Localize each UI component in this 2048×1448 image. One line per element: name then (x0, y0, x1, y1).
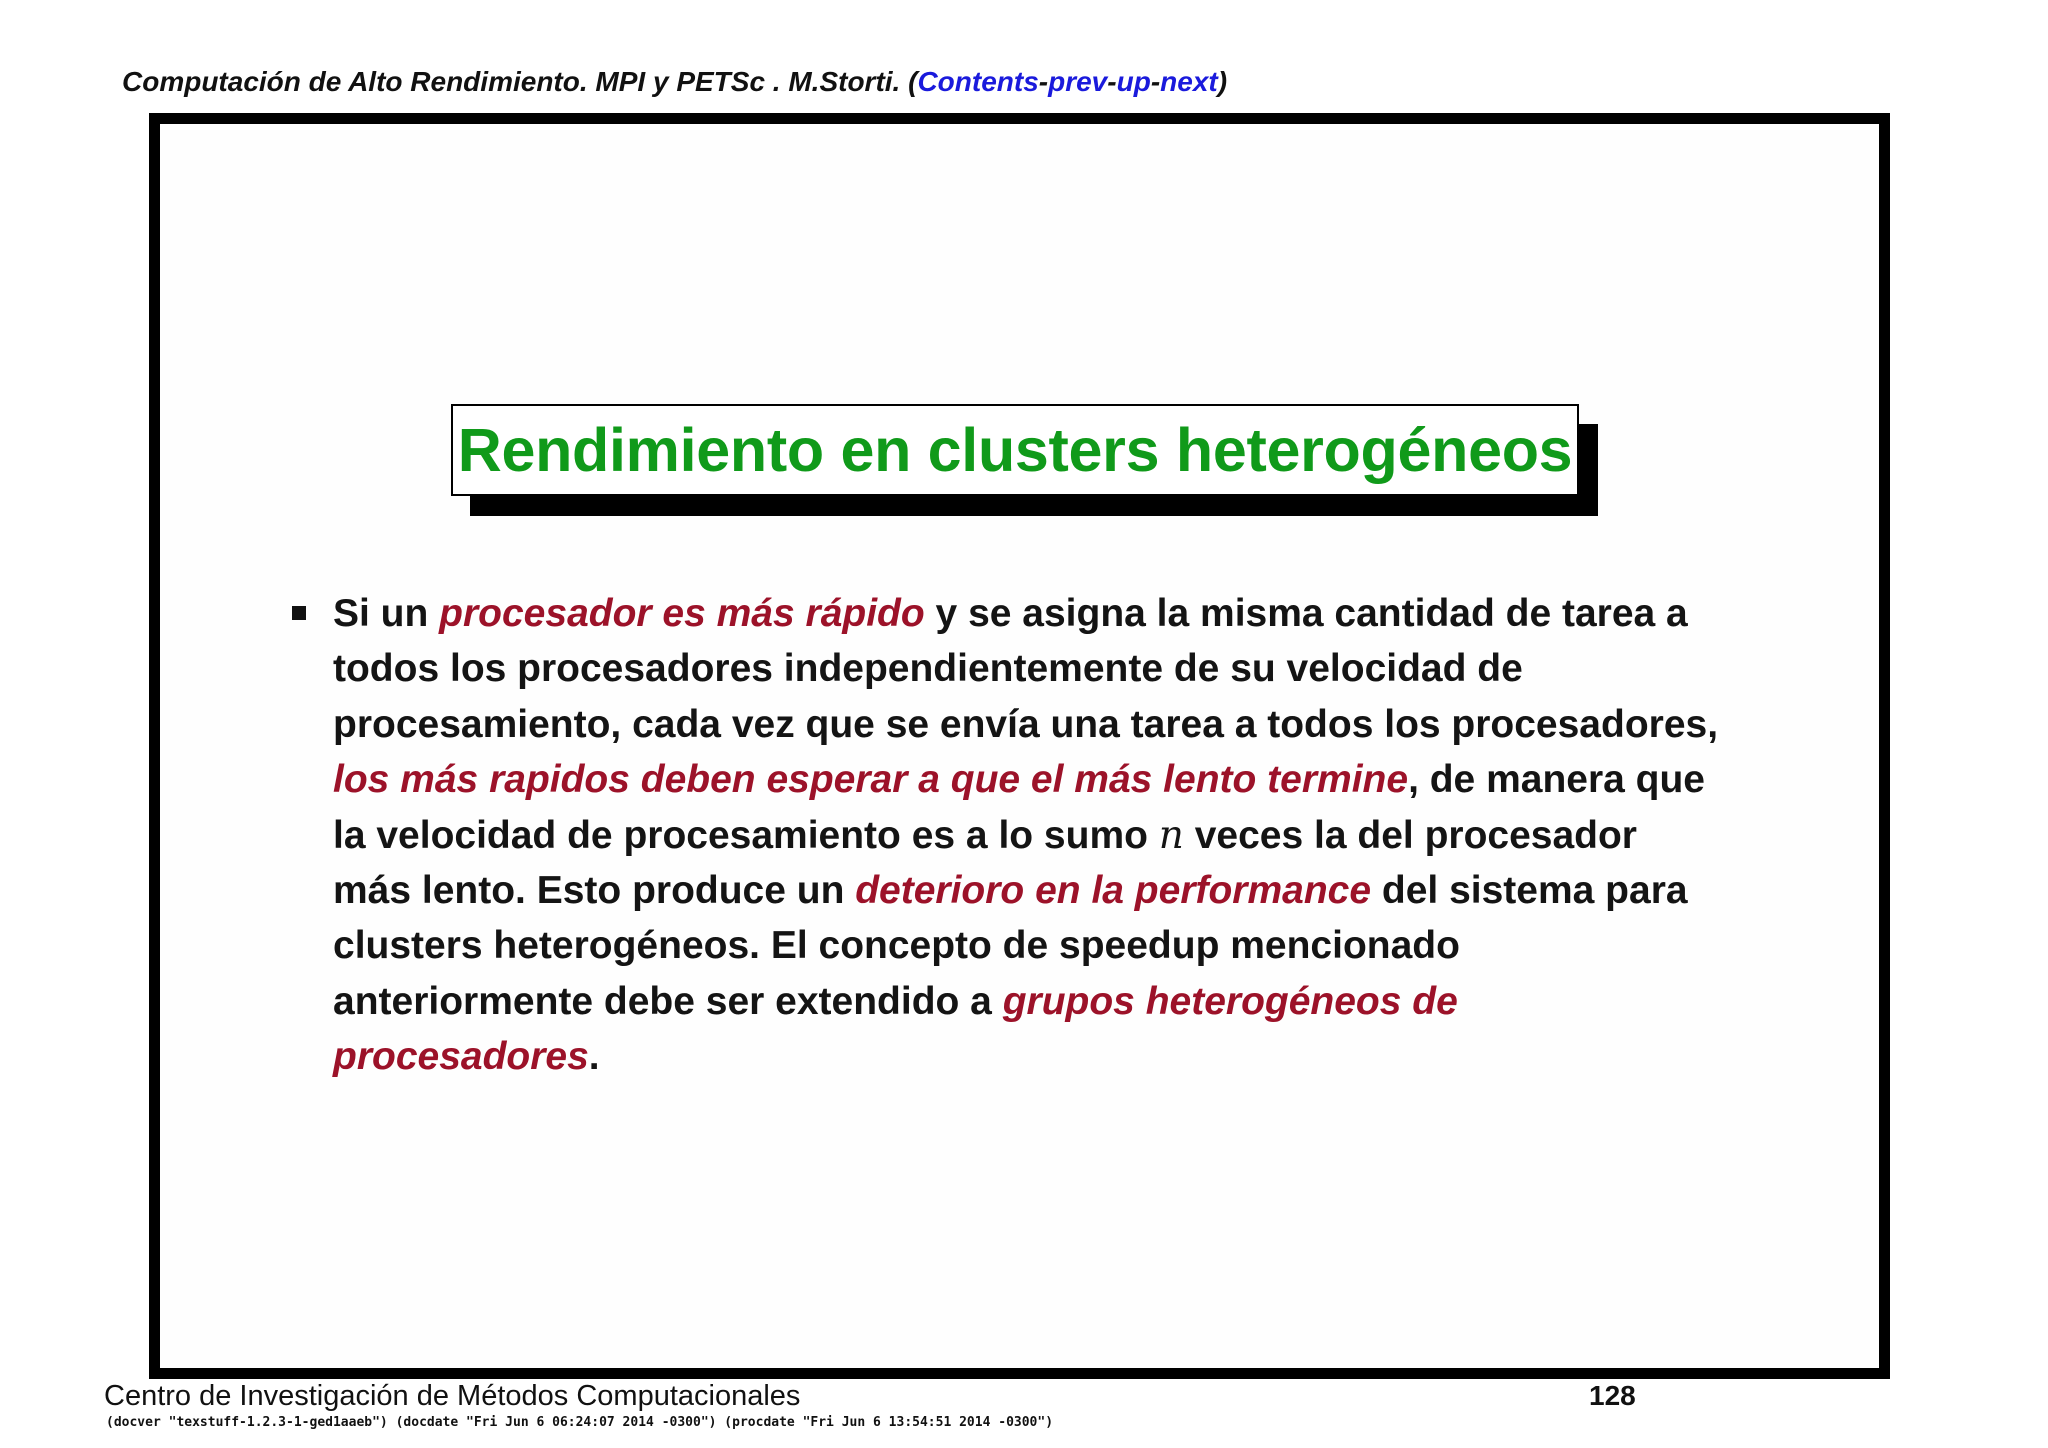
paragraph-line (333, 752, 1813, 807)
paragraph-line (333, 1029, 1813, 1084)
bullet-paragraph (333, 586, 1813, 1085)
prev-link[interactable]: prev (1048, 66, 1108, 97)
paragraph-line (333, 808, 1813, 863)
up-link[interactable]: up (1116, 66, 1151, 97)
slide-title-box (451, 404, 1579, 496)
emphasis-text: grupos heterogéneos de (1002, 979, 1458, 1023)
footer-institution: Centro de Investigación de Métodos Computacionales (104, 1380, 801, 1412)
emphasis-text: deterioro en la performance (855, 869, 1372, 913)
paragraph-line (333, 586, 1813, 641)
emphasis-text: procesadores (333, 1035, 589, 1079)
text-run: anteriormente debe ser extendido a (333, 979, 1003, 1023)
nav-close-paren: ) (1217, 66, 1228, 97)
footer-doc-metadata: (docver "texstuff-1.2.3-1-ged1aaeb") (docdate "Fri Jun 6 06:24:07 2014 -0300") (procdate "Fri Jun 6 13:54:51 2014 -0300") (106, 1415, 1054, 1430)
nav-separator: - (1107, 66, 1117, 97)
text-run: procesamiento, cada vez que se envía una tarea a todos los procesadores, (333, 702, 1719, 746)
slide-title: Rendimiento en clusters heterogéneos (457, 416, 1573, 484)
emphasis-text: los más rapidos deben esperar a que el más lento termine (333, 758, 1409, 802)
nav-separator: - (1150, 66, 1161, 97)
text-run: la velocidad de procesamiento es a lo sumo (333, 813, 1159, 857)
text-run: del sistema para (1371, 869, 1688, 913)
text-run: , de manera que (1408, 758, 1705, 802)
text-run: todos los procesadores independientemente de su velocidad de (333, 647, 1523, 691)
text-run: veces la del procesador (1183, 813, 1637, 857)
course-title: Computación de Alto Rendimiento. MPI y PETSc . M.Storti. ( (122, 66, 918, 97)
text-run: más lento. Esto produce un (333, 869, 856, 913)
paragraph-line (333, 697, 1813, 752)
paragraph-line (333, 918, 1813, 973)
contents-link[interactable]: Contents (917, 66, 1039, 97)
next-link[interactable]: next (1160, 66, 1218, 97)
header-breadcrumb (122, 66, 1227, 98)
text-run: clusters heterogéneos. El concepto de speedup mencionado (333, 924, 1460, 968)
text-run: y se asigna la misma cantidad de tarea a (924, 592, 1688, 635)
text-run: . (588, 1035, 600, 1079)
text-run: Si un (333, 592, 440, 635)
paragraph-line (333, 641, 1813, 696)
paragraph-line (333, 863, 1813, 918)
emphasis-text: procesador es más rápido (439, 592, 925, 635)
bullet-square-icon (292, 606, 306, 620)
page-number: 128 (1589, 1380, 1636, 1411)
nav-separator: - (1038, 66, 1049, 97)
paragraph-line (333, 974, 1813, 1029)
math-variable: n (1158, 812, 1184, 858)
